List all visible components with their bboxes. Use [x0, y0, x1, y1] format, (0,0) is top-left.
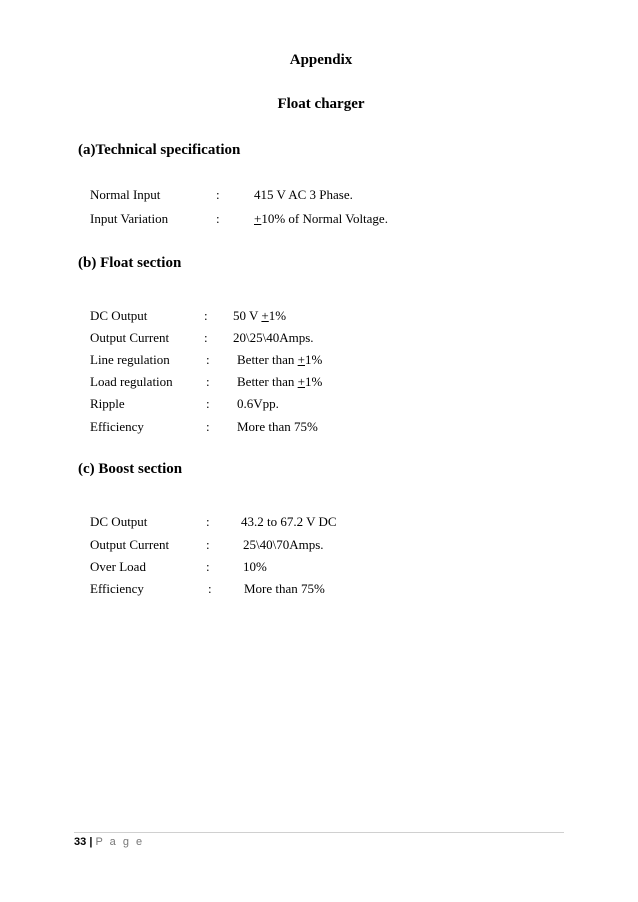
section-heading-float: (b) Float section [78, 255, 182, 271]
spec-separator: : [206, 352, 210, 367]
spec-value: +10% of Normal Voltage. [254, 211, 388, 226]
page-word: P a g e [95, 836, 145, 848]
spec-value: 43.2 to 67.2 V DC [241, 514, 337, 529]
spec-separator: : [206, 559, 210, 574]
spec-label: Output Current [90, 330, 170, 345]
spec-value: More than 75% [237, 419, 318, 434]
spec-value: 50 V +1% [233, 308, 287, 323]
spec-value: 0.6Vpp. [237, 396, 279, 411]
page-number: 33 [74, 836, 87, 848]
spec-separator: : [206, 419, 210, 434]
spec-label: DC Output [90, 308, 148, 323]
footer-separator: | [89, 836, 93, 848]
spec-separator: : [206, 374, 210, 389]
spec-label: DC Output [90, 514, 148, 529]
spec-label: Normal Input [90, 187, 161, 202]
spec-label: Efficiency [90, 419, 144, 434]
page-title: Appendix [289, 52, 353, 68]
spec-separator: : [206, 514, 210, 529]
spec-separator: : [216, 187, 220, 202]
footer-divider [74, 832, 564, 833]
spec-value: Better than +1% [237, 374, 323, 389]
spec-separator: : [216, 211, 220, 226]
spec-value: 415 V AC 3 Phase. [254, 187, 353, 202]
spec-separator: : [204, 308, 208, 323]
spec-separator: : [206, 396, 210, 411]
spec-label: Line regulation [90, 352, 170, 367]
spec-separator: : [204, 330, 208, 345]
page-subtitle: Float charger [277, 96, 365, 112]
spec-value: 25\40\70Amps. [243, 537, 324, 552]
page-footer [74, 836, 144, 848]
spec-value: 20\25\40Amps. [233, 330, 314, 345]
spec-label: Input Variation [90, 211, 169, 226]
spec-label: Load regulation [90, 374, 173, 389]
section-heading-boost: (c) Boost section [78, 461, 183, 477]
spec-label: Ripple [90, 396, 125, 411]
spec-value: 10% [243, 559, 267, 574]
spec-value: More than 75% [244, 581, 325, 596]
section-heading-technical: (a)Technical specification [78, 142, 241, 158]
spec-label: Output Current [90, 537, 170, 552]
spec-label: Over Load [90, 559, 146, 574]
spec-value: Better than +1% [237, 352, 323, 367]
spec-separator: : [208, 581, 212, 596]
spec-separator: : [206, 537, 210, 552]
spec-label: Efficiency [90, 581, 144, 596]
